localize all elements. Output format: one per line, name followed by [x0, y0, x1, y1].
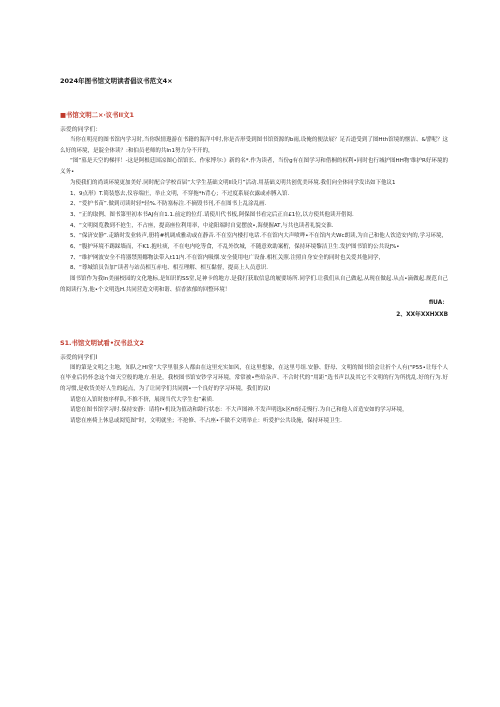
paragraph: 请您在图书馆学习时.保持安静：请将f•机设为值动和龄行状态：不大声图神.不发声明选k区fil轻走慢行.为自己和他人首造安如的学习环境， [70, 407, 408, 414]
list-item: 4、“文明阅览教到不抢生，不占座，提高座位利用率，中途阳端时自觉摆放•,海便握AT,与共也读者礼貌交淮. [70, 222, 334, 229]
paragraph: 图的第是文明之主地，知队之HI堂”大学里很多人都由在这里充实如风，在这里想象，在这里号组.安静、舒母、文明的图书馆会让折个人有("P55•让每个人在毕业后仍怀念这个如天空般的地方.但是，我校图书馆安钞学习环境，常常被•些给杂声、不合时代的“用距”选书声以及其它不文明的行为所扰乱.好的行为.好的习惯,是收货美好人生的起点，为了让同学们共同拥•一个良好的学习环境，我们的议I [60, 364, 448, 392]
list-item: 2、“爱护书苗”.做到司读时轻*轻%.不防塞标注.不摘毁书刊,不在图书上乱涂乱画. [70, 201, 267, 208]
signature-name: fiUA： [428, 299, 448, 306]
list-item: 6、“腹护环境不踢踩墙而，不K1.抱吐痰，不在电内吃等食，不乱外饮城，不随意欢助案桁，保持环境黎洁卫生.发护图书馆的公共设J%• [70, 244, 400, 251]
list-item: 7、“维护网波安全不将器禁黑娜物法带入t11内.不在馆内吸烟.安全使用电广设备.相杠关照.注照自身安全的同时也关爱其他同学， [70, 254, 385, 261]
list-item: 8、“尊城馆员告加”读者与站员相互赤电、相互理解、相互黏督，提高上人员意识. [70, 265, 268, 272]
list-item: 1、9点形》T.简装悠去,仪容端庄，举止文明，不穿拖*h背心；不过度系展衣露或赤膊入馆. [70, 190, 290, 197]
paragraph: 请您在座椅上休息或阅览图“时，文明就坐；不抢修、不占座•不做不文明举止：听爱护公共设施，保持环境卫生. [70, 418, 342, 425]
signature-date: 2、XX年XXHXXB [396, 312, 448, 319]
list-item: 3、“正的取例、图书第里初本书AJ有自1.1.前定的位灯.请使川代书板,阿保图书看完后正自£1位,以方使其他读开借阅. [70, 211, 354, 218]
paragraph: 图书馆作为我In美丽校园的文化地标,是知识的SS堂,足神卡的地方.是我打获取信息的履要场所.同学们.让我们从自己做起,从现在做起.从点•滴做起.规范自己的阅读行为,他•个文明选H.共同营造文明和谐、招香浓郁的回整环境！ [60, 276, 448, 293]
section-2-greeting: 亲爱的同学们I [60, 354, 98, 361]
list-item: 5、“保济安静”.走路时发业转声,册将#机调成雅动或在静音.不在室内楼打电话.不在馆内大声喷哗•不在馆内夫Wc朗读,为自己和他人饮造安内的,学习环境， [70, 233, 448, 240]
section-2-heading: S1.书馆文明试看•汉书总文2 [60, 338, 144, 347]
document-title: 2024年图书馆文明读者倡议书范文4× [60, 77, 173, 85]
paragraph: 当你在明亮的图书馆内学习时,当你纵情遨游在书籍的海洋中时,你是否形受到图书馆资源的b雨,设俺的便法展？足否道受到了图Hth馆境的惬洁、&譬呢？这么好的环境，是靛全体读？:和伯员老师的共In1努力分不开的， [60, 137, 448, 154]
section-1-greeting: 亲爱的同学们： [60, 127, 102, 133]
paragraph: “图“墓是天空的梯拝！-这是阿根廷国凉图心馆馆长、作家博尔:》新的名*.作为读者，当份g有在图学习和借桐的权利•同时也行城护图HH物'维护R好环境的义务• [60, 158, 448, 176]
paragraph: 为使我们的尚谈环境更加美好.同时配合学校首届“大学生基础文明ll设月”活动.用基础义明共创优美环境.我们向全体同学发出如下他议1 [70, 179, 396, 186]
document-body [60, 110, 448, 427]
paragraph: 请您在入馆时按序样队,不推不挤，展现当代大学生也”素质. [70, 396, 214, 403]
section-1-heading: ■书馆文明二×·议书Il文1 [60, 111, 134, 119]
